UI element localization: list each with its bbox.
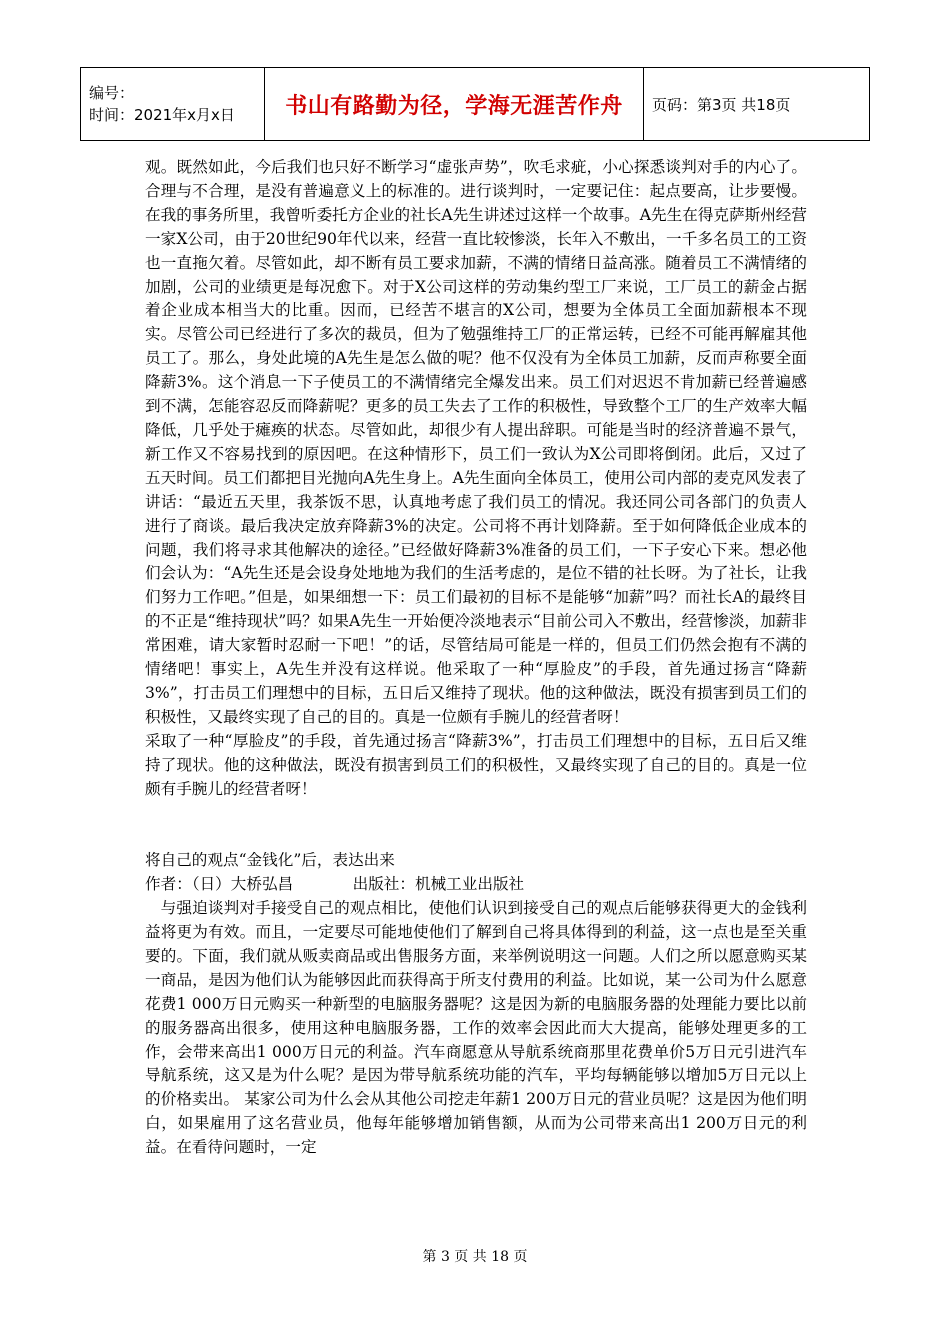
page-header [80, 67, 870, 141]
section-title: 将自己的观点“金钱化”后，表达出来 [145, 851, 395, 870]
header-motto-cell [265, 68, 644, 141]
paragraph-spacer [145, 801, 807, 849]
doc-time-label: 时间：2021年x月x日 [89, 106, 235, 124]
author-publisher-line: 作者：（日）大桥弘昌 出版社：机械工业出版社 [145, 875, 525, 894]
document-body [145, 156, 807, 1160]
doc-number-label: 编号： [89, 84, 135, 102]
page-footer: 第 3 页 共 18 页 [422, 1249, 528, 1265]
paragraph-money: 与强迫谈判对手接受自己的观点相比，使他们认识到接受自己的观点后能够获得更大的金钱利益将更为有效。而且，一定要尽可能地使他们了解到自己将具体得到的利益，这一点也是至关重要的。下面，我们就从贩卖商品或出售服务方面，来举例说明这一问题。人们之所以愿意购买某一商品，是因为他们认为能够因此而获得高于所支付费用的利益。比如说，某一公司为什么愿意花费1 000万日元购买一种新型的电脑服务器呢？这是因为新的电脑服务器的处理能力要比以前的服务器高出很多，使用这种电脑服务器，工作的效率会因此而大大提高，能够处理更多的工作，会带来高出1 000万日元的利益。汽车商愿意从导航系统商那里花费单价5万日元引进汽车导航系统，这又是为什么呢？是因为带导航系统功能的汽车，平均每辆能够以增加5万日元以上的价格卖出。 某家公司为什么会从其他公司挖走年薪1 200万日元的营业员呢？这是因为他们明白，如果雇用了这名营业员，他每年能够增加销售额，从而为公司带来高出1 200万日元的利益。在看待问题时，一定 [145, 899, 807, 1157]
header-motto: 书山有路勤为径，学海无涯苦作舟 [285, 93, 623, 119]
header-meta [81, 68, 265, 141]
paragraph-story: 观。既然如此，今后我们也只好不断学习“虚张声势”，吹毛求疵，小心探悉谈判对手的内心了。合理与不合理，是没有普遍意义上的标准的。进行谈判时，一定要记住：起点要高，让步要慢。在我的事务所里，我曾听委托方企业的社长A先生讲述过这样一个故事。A先生在得克萨斯州经营一家X公司，由于20世纪90年代以来，经营一直比较惨淡，长年入不敷出，一千多名员工的工资也一直拖欠着。尽管如此，却不断有员工要求加薪，不满的情绪日益高涨。随着员工不满情绪的加剧，公司的业绩更是每况愈下。对于X公司这样的劳动集约型工厂来说，工厂员工的薪金占据着企业成本相当大的比重。因而，已经苦不堪言的X公司，想要为全体员工全面加薪根本不现实。尽管公司已经进行了多次的裁员，但为了勉强维持工厂的正常运转，已经不可能再解雇其他员工了。那么，身处此境的A先生是怎么做的呢？他不仅没有为全体员工加薪，反而声称要全面降薪3%。这个消息一下子使员工的不满情绪完全爆发出来。员工们对迟迟不肯加薪已经普遍感到不满，怎能容忍反而降薪呢？更多的员工失去了工作的积极性，导致整个工厂的生产效率大幅降低，几乎处于瘫痪的状态。尽管如此，却很少有人提出辞职。可能是当时的经济普遍不景气，新工作又不容易找到的原因吧。在这种情形下，员工们一致认为X公司即将倒闭。此后，又过了五天时间。员工们都把目光抛向A先生身上。A先生面向全体员工，使用公司内部的麦克风发表了讲话：“最近五天里，我茶饭不思，认真地考虑了我们员工的情况。我还同公司各部门的负责人进行了商谈。最后我决定放弃降薪3%的决定。公司将不再计划降薪。至于如何降低企业成本的问题，我们将寻求其他解决的途径。”已经做好降薪3%准备的员工们，一下子安心下来。想必他们会认为：“A先生还是会设身处地地为我们的生活考虑的，是位不错的社长呀。为了社长，让我们努力工作吧。”但是，如果细想一下：员工们最初的目标不是能够“加薪”吗？而社长A的最终目的不正是“维持现状”吗？如果A先生一开始便冷淡地表示“目前公司入不敷出，经营惨淡，加薪非常困难，请大家暂时忍耐一下吧！”的话，尽管结局可能是一样的，但员工们仍然会抱有不满的情绪吧！事实上，A先生并没有这样说。他采取了一种“厚脸皮”的手段，首先通过扬言“降薪3%”，打击员工们理想中的目标，五日后又维持了现状。他的这种做法，既没有损害到员工们的积极性，又最终实现了自己的目的。真是一位颇有手腕儿的经营者呀！ [145, 158, 807, 726]
paragraph-summary: 采取了一种“厚脸皮”的手段，首先通过扬言“降薪3%”，打击员工们理想中的目标，五日后又维持了现状。他的这种做法，既没有损害到员工们的积极性，又最终实现了自己的目的。真是一位颇有手腕儿的经营者呀！ [145, 731, 807, 798]
header-page-info: 页码：第3页 共18页 [644, 68, 870, 141]
